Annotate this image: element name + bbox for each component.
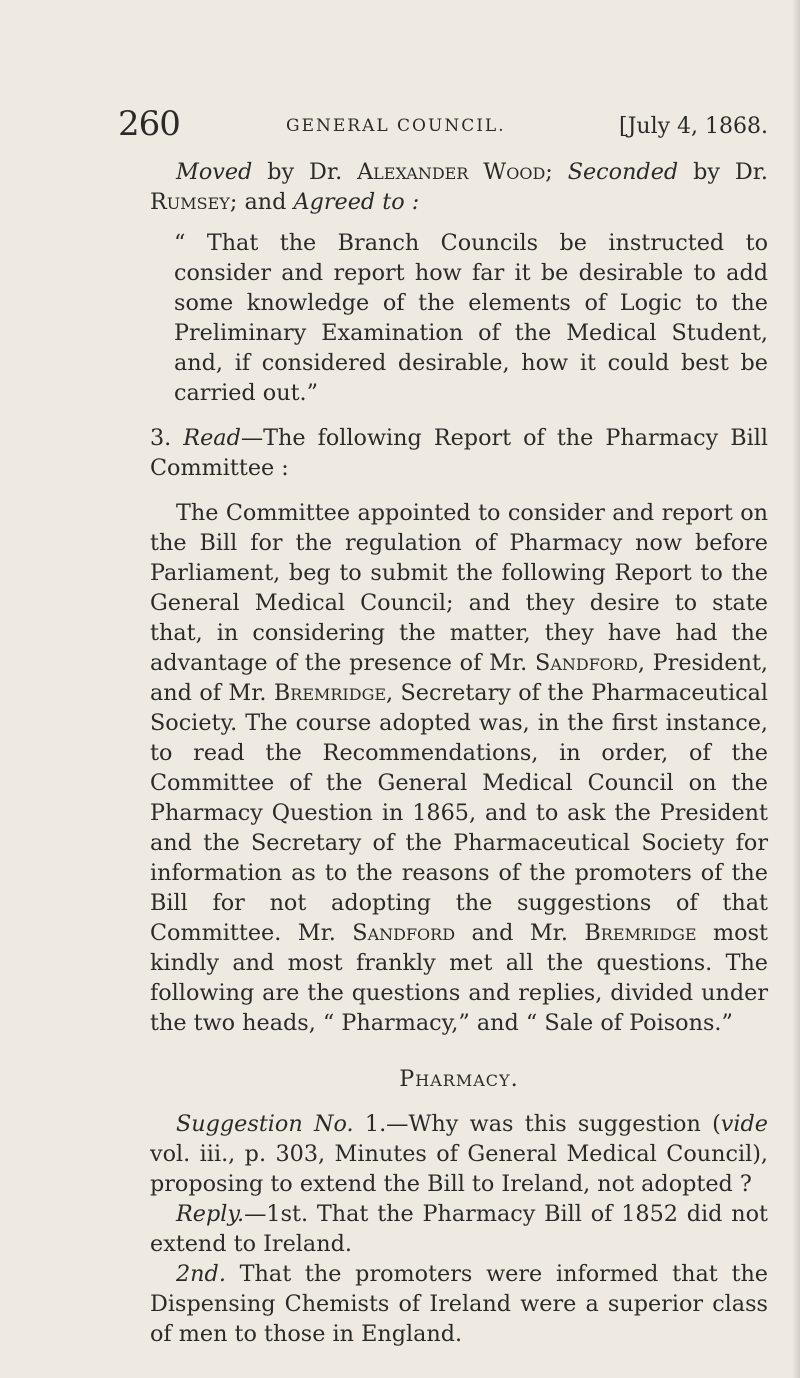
page-number: 260 [118,104,180,144]
item-number: 3. [150,425,184,451]
section-heading: Pharmacy. [399,1066,519,1092]
running-title: GENERAL COUNCIL. [286,116,506,136]
person-name: Sandford [535,650,638,676]
motion-paragraph: Moved by Dr. Alexander Wood; Seconded by Dr. Rumsey; and Agreed to : [150,159,769,215]
suggestion-label: Suggestion No. [176,1111,354,1137]
suggestion-paragraph: Suggestion No. 1.—Why was this suggestion (vide vol. iii., p. 303, Minutes of General Medical Council), proposing to extend the Bill to Ireland, not adopted ? [150,1111,768,1197]
agreed-label: Agreed to : [293,189,420,215]
read-label: Read [183,425,241,451]
resolution-quote: “ That the Branch Councils be instructed to consider and report how far it be desirable to add some knowledge of the elements of Logic to the Preliminary Examination of the Medical Student, and, if considered desirable, how it could best be carried out.” [174,230,768,406]
second-label: 2nd. [176,1261,226,1287]
page-body [150,157,768,1349]
person-name: Bremridge [273,680,387,706]
seconder-name: Rumsey [150,189,230,215]
person-name: Sandford [352,920,456,946]
item-3-text: —The following Report of the Pharmacy Bill Committee : [150,425,768,481]
header-date: [July 4, 1868. [619,114,768,139]
vide-word: vide [720,1111,768,1137]
reply-label: Reply. [176,1201,245,1227]
mover-name: Alexander Wood [357,159,546,185]
page-header [118,104,768,144]
reply-second-paragraph: 2nd. That the promoters were informed that the Dispensing Chemists of Ireland were a superior class of men to those in England. [150,1261,768,1347]
item-3-paragraph [150,423,768,483]
reply-paragraph: Reply.—1st. That the Pharmacy Bill of 1852 did not extend to Ireland. [150,1201,768,1257]
page-edge-shadow [792,0,800,1378]
seconded-label: Seconded [567,159,679,185]
person-name: Bremridge [584,920,697,946]
report-paragraph: The Committee appointed to consider and report on the Bill for the regulation of Pharmacy now before Parliament, beg to submit the following Report to the General Medical Council; and they desire to state that, in considering the matter, they have had the advantage of the presence of Mr. Sandford, President, and of Mr. Bremridge, Secretary of the Pharmaceutical Society. The course adopted was, in the first instance, to read the Recommendations, in order, of the Committee of the General Medical Council on the Pharmacy Question in 1865, and to ask the President and the Secretary of the Pharmaceutical Society for information as to the reasons of the promoters of the Bill for not adopting the suggestions of that Committee. Mr. Sandford and Mr. Bremridge most kindly and most frankly met all the questions. The following are the questions and replies, divided under the two heads, “ Pharmacy,” and “ Sale of Poisons.” [150,500,768,1036]
moved-label: Moved [176,159,253,185]
